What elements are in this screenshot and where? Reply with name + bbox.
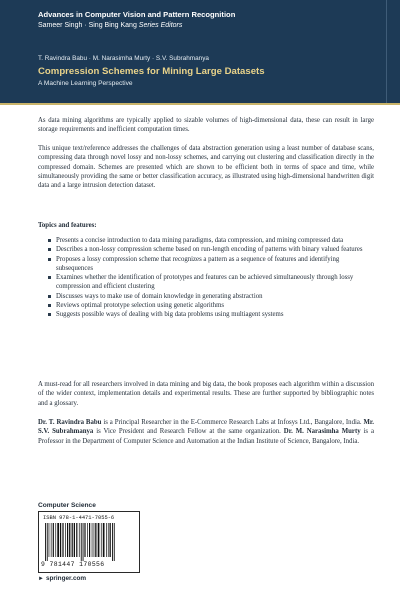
subject-category: Computer Science [38, 502, 96, 509]
barcode-bar [72, 523, 73, 557]
barcode-bar [65, 523, 66, 557]
barcode-bar [110, 523, 111, 557]
bio-name-murty: Dr. M. Narasimha Murty [283, 428, 361, 436]
author-bio-paragraph [38, 418, 374, 446]
barcode-bar [62, 523, 63, 557]
book-authors: T. Ravindra Babu · M. Narasimha Murty · S.V. Subrahmanya [38, 55, 209, 62]
series-editors [38, 22, 182, 29]
barcode-bar [89, 523, 90, 557]
series-editors-names: Sameer Singh · Sing Bing Kang [38, 22, 137, 29]
series-editors-role: Series Editors [138, 22, 183, 29]
description-paragraph: This unique text/reference addresses the challenges of data abstraction generation using a least number of database scans, compressing data through novel lossy and non-lossy schemes, and carrying out clustering and classification directly in the compressed domain. Schemes are presented which are shown to be efficient both in terms of space and time, while simultaneously providing the same or better classification accuracy, as illustrated using high-dimensional handwritten digit data and a large intrusion detection dataset. [38, 145, 374, 190]
barcode-bar [51, 523, 52, 557]
barcode-bar [67, 523, 68, 557]
barcode-bar [101, 523, 102, 557]
topic-item: Suggests possible ways of dealing with big data problems using multiagent systems [48, 310, 366, 319]
bio-text-babu: is a Principal Researcher in the E-Commerce Research Labs at Infosys Ltd., Bangalore, India. [101, 419, 364, 426]
barcode-bar [60, 523, 61, 557]
book-subtitle: A Machine Learning Perspective [38, 80, 133, 87]
barcode-graphic [45, 523, 133, 561]
barcode-bar [83, 523, 84, 561]
barcode-bar [49, 523, 50, 557]
topic-item: Examines whether the identification of prototypes and features can be achieved simultaneously through lossy compression and efficient clustering [48, 273, 366, 292]
series-title: Advances in Computer Vision and Pattern Recognition [38, 10, 236, 19]
publisher-site-text: springer.com [45, 575, 87, 582]
topic-item: Describes a non-lossy compression scheme based on run-length encoding of patterns with binary valued features [48, 245, 366, 254]
barcode-bar [84, 523, 85, 557]
barcode-digits: 9 781447 170556 [41, 561, 105, 568]
bio-text-subrahmanya: is Vice President and Research Fellow at the same organization. [93, 428, 284, 436]
barcode-bar [53, 523, 54, 557]
topics-list [48, 236, 366, 320]
cover-header-band [0, 0, 400, 105]
barcode-bar [87, 523, 88, 557]
intro-paragraph: As data mining algorithms are typically applied to sizable volumes of high-dimensional data, these can result in large storage requirements and inefficient computation times. [38, 117, 374, 134]
arrow-icon: ► [38, 576, 44, 582]
barcode-bar [47, 523, 48, 561]
topic-item: Presents a concise introduction to data mining paradigms, data compression, and mining compressed data [48, 236, 366, 245]
barcode-bar [45, 523, 46, 561]
barcode-bar [74, 523, 75, 557]
barcode-bar [55, 523, 56, 557]
book-title: Compression Schemes for Mining Large Datasets [38, 66, 265, 77]
barcode-bar [81, 523, 82, 561]
barcode-bar [69, 523, 70, 557]
barcode-bar [57, 523, 59, 557]
barcode-panel [38, 511, 140, 573]
topic-item: Reviews optimal prototype selection using genetic algorithms [48, 301, 366, 310]
barcode-bar [92, 523, 93, 557]
closing-paragraph: A must-read for all researchers involved in data mining and big data, the book proposes each algorithm within a discussion of the wider context, implementation details and experimental results. These are further supported by bibliographic notes and a glossary. [38, 381, 374, 407]
barcode-bar [112, 523, 113, 561]
bio-text-murty: is a Professor in the Department of Computer Science and Automation at the Indian Institute of Science, Bangalore, India. [38, 428, 374, 445]
barcode-bar [103, 523, 105, 557]
barcode-bar [95, 523, 96, 557]
barcode-bar [98, 523, 100, 557]
bio-name-babu: Dr. T. Ravindra Babu [38, 419, 102, 426]
publisher-site [38, 575, 86, 582]
barcode-bar [76, 523, 77, 557]
spine-edge-line [386, 0, 387, 103]
barcode-bar [114, 523, 115, 561]
barcode-bar [79, 523, 80, 557]
topic-item: Discusses ways to make use of domain knowledge in generating abstraction [48, 292, 366, 301]
isbn-number: ISBN 978-1-4471-7055-6 [43, 515, 115, 521]
topic-item: Proposes a lossy compression scheme that recognizes a pattern as a sequence of features and identifying subsequences [48, 255, 366, 274]
barcode-bar [108, 523, 109, 557]
barcode-bar [106, 523, 107, 557]
bio-name-subrahmanya: Mr. S.V. Subrahmanya [38, 419, 375, 436]
barcode-bar [94, 523, 95, 557]
topics-heading: Topics and features: [38, 222, 97, 229]
